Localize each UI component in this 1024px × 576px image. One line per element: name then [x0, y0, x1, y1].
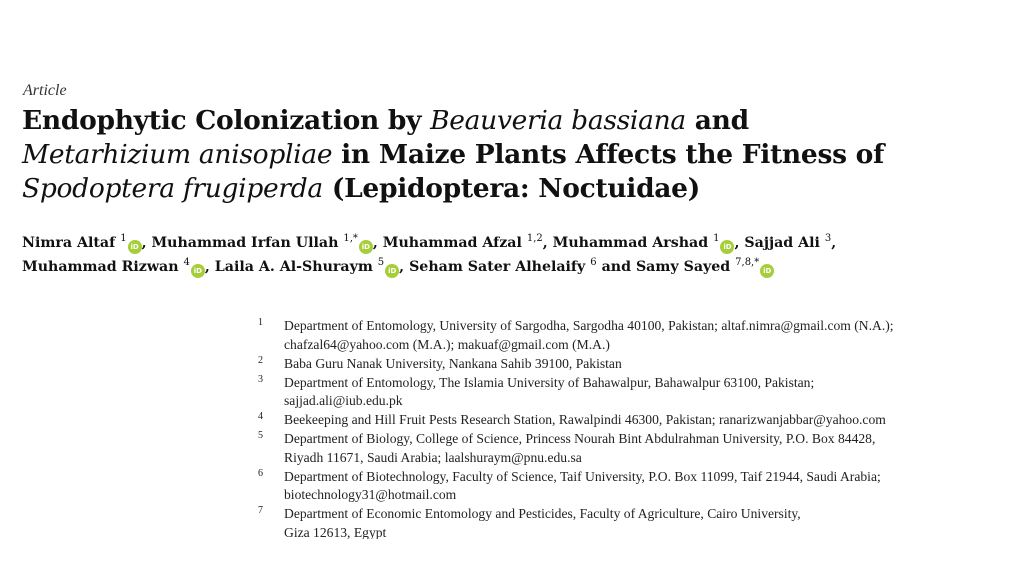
author-name: Nimra Altaf [22, 235, 116, 251]
affiliation-number: 2 [258, 354, 263, 366]
author[interactable] [151, 235, 372, 251]
affiliation-line: biotechnology31@hotmail.com [284, 487, 457, 502]
orcid-icon[interactable]: iD [191, 264, 205, 278]
affiliation [258, 505, 1018, 539]
author-separator: , [141, 235, 152, 251]
affiliation-line: Department of Entomology, University of Sargodha, Sargodha 40100, Pakistan; altaf.nimra@gmail.com (N.A.); [284, 318, 894, 333]
author-affiliation-sup: 4 [183, 257, 190, 268]
title-part: (Lepidoptera: Noctuidae) [322, 173, 700, 204]
author-affiliation-sup: 1 [120, 233, 127, 244]
author-name: Muhammad Afzal [382, 235, 522, 251]
author[interactable] [409, 259, 597, 275]
author-separator: , [734, 235, 745, 251]
affiliation-line: Giza 12613, Egypt [284, 524, 387, 539]
article-title [22, 104, 1012, 206]
author-affiliation-sup: 1 [713, 233, 720, 244]
affiliation [258, 468, 1018, 505]
affiliation-number: 4 [258, 411, 263, 422]
affiliation [258, 317, 1018, 354]
affiliation-number: 5 [258, 430, 263, 441]
affiliation-line: sajjad.ali@iub.edu.pk [284, 393, 403, 408]
affiliation-line: Riyadh 11671, Saudi Arabia; laalshuraym@pnu.edu.sa [284, 449, 582, 465]
author-separator: , [831, 235, 837, 251]
affiliation [258, 355, 1018, 374]
title-part: in Maize Plants Affects the Fitness of [332, 139, 885, 170]
orcid-icon[interactable]: iD [359, 240, 373, 254]
author[interactable] [553, 235, 735, 251]
affiliation [258, 374, 1018, 411]
author-affiliation-sup: 1,* [343, 233, 358, 244]
author-affiliation-sup: 3 [824, 233, 832, 244]
title-part-species: Metarhizium anisopliae [22, 139, 333, 170]
affiliation [258, 411, 1018, 430]
affiliation-number: 3 [258, 373, 263, 385]
author-name: Muhammad Irfan Ullah [151, 235, 339, 251]
author-name: Muhammad Rizwan [22, 259, 179, 275]
affiliation-number: 6 [258, 467, 263, 479]
author[interactable] [215, 259, 399, 275]
author-name: Laila A. Al-Shuraym [214, 259, 373, 275]
title-part-species: Spodoptera frugiperda [22, 173, 323, 204]
author[interactable] [744, 235, 831, 251]
author-separator: , [542, 235, 553, 251]
author-affiliation-sup: 5 [377, 257, 385, 268]
affiliation [258, 430, 1018, 467]
affiliation-number: 1 [258, 317, 263, 328]
affiliation-line: Department of Entomology, The Islamia University of Bahawalpur, Bahawalpur 63100, Pakistan; [284, 374, 815, 390]
author-separator: and [596, 259, 636, 275]
author[interactable] [636, 259, 774, 275]
affiliation-line: chafzal64@yahoo.com (M.A.); makuaf@gmail.com (M.A.) [284, 336, 610, 352]
title-part-species: Beauveria bassiana [430, 105, 686, 136]
orcid-icon[interactable]: iD [128, 240, 142, 254]
article-type-label: Article [23, 82, 67, 99]
author-separator: , [372, 235, 383, 251]
author-name: Samy Sayed [635, 259, 731, 275]
title-part: Endophytic Colonization by [22, 105, 431, 136]
author-affiliation-sup: 6 [590, 257, 597, 268]
author-separator: , [399, 259, 410, 275]
affiliation-number: 7 [258, 505, 263, 516]
orcid-icon[interactable]: iD [720, 240, 734, 254]
author[interactable] [22, 259, 205, 275]
author-name: Muhammad Arshad [552, 235, 709, 251]
orcid-icon[interactable]: iD [760, 264, 774, 278]
author-name: Sajjad Ali [744, 235, 820, 251]
author-affiliation-sup: 1,2 [526, 233, 543, 244]
affiliation-line: Baba Guru Nanak University, Nankana Sahib 39100, Pakistan [284, 355, 622, 371]
title-part: and [685, 105, 749, 136]
affiliation-line: Department of Biology, College of Science, Princess Nourah Bint Abdulrahman University, P.O. Box 84428, [284, 431, 876, 446]
affiliation-line: Beekeeping and Hill Fruit Pests Research Station, Rawalpindi 46300, Pakistan; ranarizwanjabbar@yahoo.com [284, 412, 886, 427]
author-list [22, 231, 1022, 279]
affiliation-line: Department of Biotechnology, Faculty of Science, Taif University, P.O. Box 11099, Taif 21944, Saudi Arabia; [284, 468, 881, 484]
author[interactable] [22, 235, 142, 251]
author[interactable] [383, 235, 543, 251]
author-affiliation-sup: 7,8,* [735, 257, 760, 268]
orcid-icon[interactable]: iD [385, 264, 399, 278]
author-separator: , [204, 259, 215, 275]
affiliation-list [258, 317, 1018, 539]
author-name: Seham Sater Alhelaify [409, 259, 586, 275]
affiliation-line: Department of Economic Entomology and Pesticides, Faculty of Agriculture, Cairo University, [284, 506, 801, 521]
